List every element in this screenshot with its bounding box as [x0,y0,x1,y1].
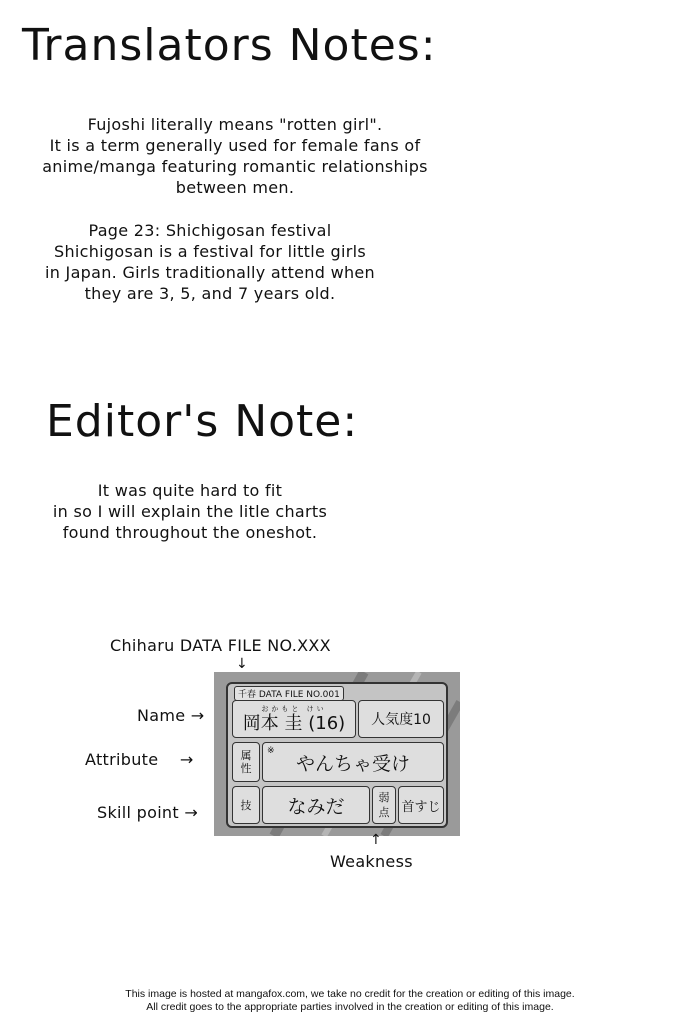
attribute-label-cell [232,742,260,782]
attribute-kanji-2: 性 [240,762,252,775]
weakness-kanji-2: 点 [378,806,390,819]
skill-value-cell: なみだ [262,786,370,824]
name-callout [137,706,205,725]
character-name: 岡本 圭 (16) [242,712,346,734]
skill-label-cell: 技 [232,786,260,824]
popularity-cell: 人気度10 [358,700,444,738]
attribute-callout [85,750,194,769]
editors-note-title: Editor's Note: [46,396,359,447]
weakness-label: Weakness [330,852,413,871]
skill-point-callout [97,803,198,822]
weakness-label-cell [372,786,396,824]
right-arrow-icon: → [190,706,205,725]
up-arrow-icon: ↑ [370,832,382,848]
right-arrow-icon: → [179,750,194,769]
card-name-cell [232,700,356,738]
attribute-value: やんちゃ受け [295,752,410,775]
editors-note-body: It was quite hard to fit in so I will explain the litle charts found throughout the oneshot. [52,481,328,542]
skill-point-label: Skill point [97,803,179,822]
name-label: Name [137,706,186,725]
translators-notes-title: Translators Notes: [22,20,437,71]
data-file-header-label: Chiharu DATA FILE NO.XXX [110,636,331,655]
attribute-value-cell [262,742,444,782]
card-header: 千春 DATA FILE NO.001 [234,686,344,701]
weakness-kanji-1: 弱 [378,791,390,804]
down-arrow-icon: ↓ [236,656,248,672]
card-frame [226,682,448,828]
asterisk-mark: ※ [267,746,275,756]
name-furigana: おかもと けい [261,704,327,713]
attribute-kanji-1: 属 [240,749,252,762]
weakness-value-cell: 首すじ [398,786,444,824]
fujoshi-note: Fujoshi literally means "rotten girl". It is a term generally used for female fans of anime/manga featuring romantic relationships between men. [42,115,428,197]
hosting-disclaimer [0,988,700,1014]
attribute-label: Attribute [85,750,159,769]
data-file-card [214,672,460,836]
disclaimer-line-1: This image is hosted at mangafox.com, we take no credit for the creation or editing of this image. [125,988,575,1000]
disclaimer-line-2: All credit goes to the appropriate parties involved in the creation or editing of this image. [146,1001,554,1013]
shichigosan-note: Page 23: Shichigosan festival Shichigosan is a festival for little girls in Japan. Girls traditionally attend when they are 3, 5, and 7 years old. [44,221,375,303]
right-arrow-icon: → [184,803,199,822]
